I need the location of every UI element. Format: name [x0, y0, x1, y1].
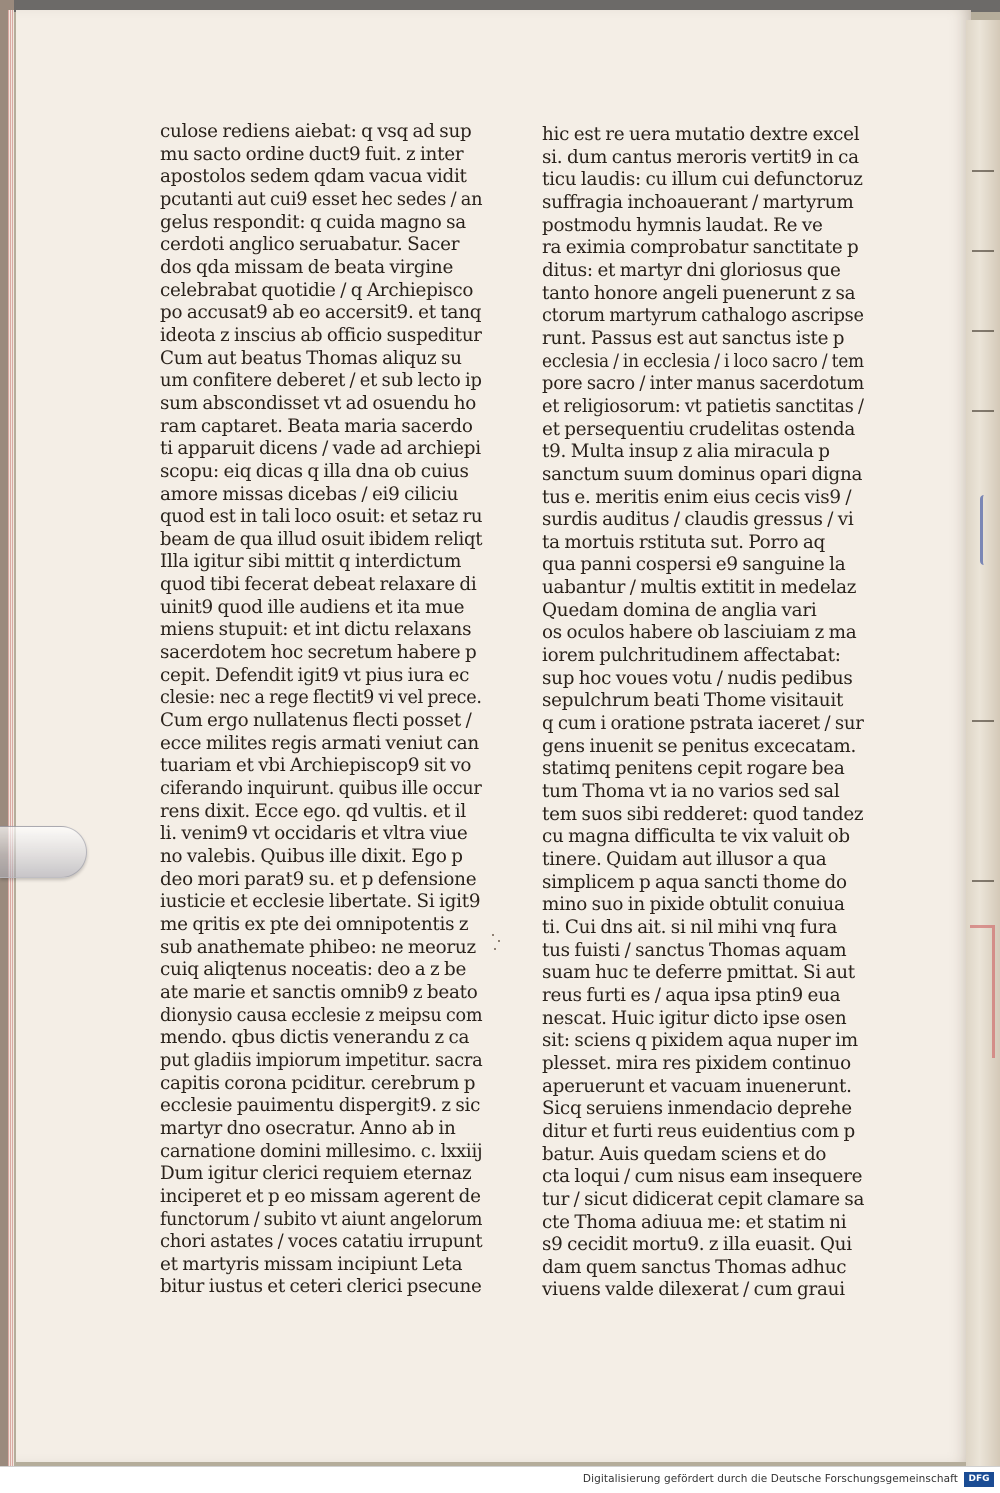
adjacent-page-edge — [966, 20, 1000, 1466]
text-line: quod tibi fecerat debeat relaxare di — [160, 574, 477, 596]
text-line: cu magna difficulta te vix valuit ob — [542, 826, 850, 848]
text-line: apostolos sedem qdam vacua vidit — [160, 166, 467, 188]
ink-trace — [972, 330, 994, 332]
funding-credit: Digitalisierung gefördert durch die Deutsche Forschungsgemeinschaft — [582, 1473, 958, 1485]
text-line: ram captaret. Beata maria sacerdo — [160, 415, 473, 437]
text-line: q cum i oratione pstrata iaceret / sur — [542, 713, 864, 735]
text-line: surdis auditus / claudis gressus / vi — [542, 509, 854, 531]
text-line: cerdoti anglico seruabatur. Sacer — [160, 234, 460, 256]
text-line: chori astates / voces catatiu irrupunt — [160, 1231, 483, 1253]
text-line: suam huc te deferre pmittat. Si aut — [542, 962, 855, 984]
text-line: quod est in tali loco osuit: et setaz ru — [160, 506, 483, 528]
text-line: sup hoc voues votu / nudis pedibus — [542, 667, 853, 689]
text-line: tinere. Quidam aut illusor a qua — [542, 849, 827, 870]
text-line: tuariam et vbi Archiepiscop9 sit vo — [160, 755, 472, 777]
text-line: mino suo in pixide obtulit conuiua — [542, 894, 845, 916]
text-line: ecclesie pauimentu dispergit9. z sic — [160, 1095, 481, 1117]
text-line: ciferando inquirunt. quibus ille occur — [160, 778, 482, 800]
text-line: culose rediens aiebat: q vsq ad sup — [160, 121, 472, 142]
text-line: gens inuenit se penitus excecatam. — [542, 735, 857, 757]
text-line: dos qda missam de beata virgine — [160, 256, 454, 278]
text-line: ti apparuit dicens / vade ad archiepi — [160, 438, 481, 460]
text-line: sit: sciens q pixidem aqua nuper im — [542, 1030, 858, 1052]
text-line: s9 cecidit mortu9. z illa euasit. Qui — [542, 1234, 852, 1256]
text-line: carnatione domini millesimo. c. lxxiij — [160, 1140, 483, 1162]
text-line: uinit9 quod ille audiens et ita mue — [160, 596, 465, 618]
text-line: um confitere deberet / et sub lecto ip — [160, 370, 482, 392]
ink-trace — [972, 250, 994, 252]
text-line: aperuerunt et vacuam inuenerunt. — [542, 1075, 852, 1097]
text-line: reus furti es / aqua ipsa ptin9 eua — [542, 984, 841, 1006]
page-clip — [0, 826, 87, 878]
text-line: uabantur / multis extitit in medelaz — [542, 577, 857, 599]
text-line: clesie: nec a rege flectit9 vi vel prece. — [160, 687, 482, 709]
text-line: nescat. Huic igitur dicto ipse osen — [542, 1007, 847, 1029]
text-line: gelus respondit: q cuida magno sa — [160, 211, 466, 233]
red-page-edge — [8, 10, 14, 1466]
text-line: mu sacto ordine duct9 fuit. z inter — [160, 143, 464, 165]
text-line: sacerdotem hoc secretum habere p — [160, 642, 477, 664]
text-line: cuiq aliqtenus noceatis: deo a z be — [160, 959, 467, 981]
text-line: po accusat9 ab eo accersit9. et tanq — [160, 302, 482, 324]
text-line: cepit. Defendit igit9 vt pius iura ec — [160, 664, 470, 686]
text-line: tus e. meritis enim eius cecis vis9 / — [542, 486, 852, 508]
text-line: martyr dno osecratur. Anno ab in — [160, 1117, 456, 1139]
text-line: ra eximia comprobatur sanctitate p — [542, 237, 859, 259]
text-line: si. dum cantus meroris vertit9 in ca — [542, 146, 859, 168]
text-line: beam de qua illud osuit ibidem reliqt — [160, 528, 483, 550]
text-line: capitis corona pciditur. cerebrum p — [160, 1072, 476, 1094]
text-line: batur. Auis quedam sciens et do — [542, 1143, 827, 1165]
text-line: et persequentiu crudelitas ostenda — [542, 418, 856, 440]
text-line: pcutanti aut cui9 esset hec sedes / an — [160, 188, 483, 210]
text-line: qua panni cospersi e9 sanguine la — [542, 554, 846, 576]
text-line: li. venim9 vt occidaris et vltra viue — [160, 823, 468, 845]
text-line: mendo. qbus dictis venerandu z ca — [160, 1027, 470, 1049]
text-line: sum abscondisset vt ad osuendu ho — [160, 392, 477, 414]
ink-trace — [972, 880, 994, 882]
text-line: Cum aut beatus Thomas aliquz su — [160, 347, 462, 369]
text-line: ecclesia / in ecclesia / i loco sacro / tem — [542, 350, 864, 372]
text-line: os oculos habere ob lasciuiam z ma — [542, 622, 857, 644]
text-line: statimq penitens cepit rogare bea — [542, 758, 845, 780]
text-line: sub anathemate phibeo: ne meoruz — [160, 936, 476, 958]
text-line: miens stupuit: et int dictu relaxans — [160, 619, 472, 641]
text-line: tanto honore angeli puenerunt z sa — [542, 282, 856, 304]
ink-speck — [490, 930, 504, 954]
text-line: amore missas dicebas / ei9 ciliciu — [160, 483, 459, 505]
text-line: runt. Passus est aut sanctus iste p — [542, 327, 845, 349]
ink-trace — [972, 720, 994, 722]
text-line: tum Thoma vt ia no varios sed sal — [542, 781, 840, 803]
text-line: ecce milites regis armati veniut can — [160, 732, 479, 754]
text-line: deo mori parat9 su. et p defensione — [160, 868, 477, 890]
text-line: scopu: eiq dicas q illa dna ob cuius — [160, 460, 469, 482]
text-line: Illa igitur sibi mittit q interdictum — [160, 551, 462, 573]
text-line: iusticie et ecclesie libertate. Si igit9 — [160, 891, 481, 913]
text-line: celebrabat quotidie / q Archiepisco — [160, 279, 474, 301]
text-line: ti. Cui dns ait. si nil mihi vnq fura — [542, 916, 838, 938]
text-line: viuens valde dilexerat / cum graui — [542, 1279, 845, 1301]
text-line: inciperet et p eo missam agerent de — [160, 1185, 481, 1207]
text-line: sepulchrum beati Thome visitauit — [542, 690, 844, 712]
text-line: tus fuisti / sanctus Thomas aquam — [542, 939, 847, 961]
blue-initial-mark — [980, 495, 991, 565]
text-line: hic est re uera mutatio dextre excel — [542, 124, 860, 145]
red-initial-mark — [970, 925, 995, 1058]
text-line: cta loqui / cum nisus eam insequere — [542, 1166, 863, 1188]
text-line: Quedam domina de anglia vari — [542, 599, 817, 621]
text-line: t9. Multa insup z alia miracula p — [542, 441, 830, 463]
text-line: ctorum martyrum cathalogo ascripse — [542, 305, 864, 327]
text-line: dionysio causa ecclesie z meipsu com — [160, 1004, 483, 1026]
text-line: Sicq seruiens inmendacio deprehe — [542, 1098, 852, 1120]
text-line: ditus: et martyr dni gloriosus que — [542, 259, 841, 281]
right-text-column — [542, 124, 867, 1302]
text-line: simplicem p aqua sancti thome do — [542, 871, 847, 893]
text-line: tur / sicut didicerat cepit clamare sa — [542, 1188, 865, 1210]
text-line: ditur et furti reus euidentius com p — [542, 1120, 855, 1142]
text-line: ticu laudis: cu illum cui defunctoruz — [542, 169, 863, 191]
text-line: dam quem sanctus Thomas adhuc — [542, 1256, 847, 1278]
dfg-logo: DFG — [964, 1472, 994, 1487]
text-line: pore sacro / inter manus sacerdotum — [542, 373, 865, 395]
footer-bar — [0, 1466, 1000, 1493]
left-text-column — [160, 121, 485, 1299]
text-line: et martyris missam incipiunt Leta — [160, 1253, 463, 1275]
text-line: plesset. mira res pixidem continuo — [542, 1052, 851, 1074]
text-line: suffragia inchoauerant / martyrum — [542, 191, 854, 213]
text-line: ate marie et sanctis omnib9 z beato — [160, 981, 478, 1003]
text-line: ta mortuis rstituta sut. Porro aq — [542, 531, 826, 553]
text-line: postmodu hymnis laudat. Re ve — [542, 214, 823, 236]
ink-trace — [972, 170, 994, 172]
text-line: me qritis ex pte dei omnipotentis z — [160, 913, 469, 935]
ink-trace — [972, 410, 994, 412]
text-line: iorem pulchritudinem affectabat: — [542, 645, 841, 667]
text-line: bitur iustus et ceteri clerici psecune — [160, 1276, 482, 1298]
text-line: sanctum suum dominus opari digna — [542, 463, 863, 485]
text-line: rens dixit. Ecce ego. qd vultis. et il — [160, 800, 467, 822]
text-line: Cum ergo nullatenus flecti posset / — [160, 710, 472, 732]
text-line: put gladiis impiorum impetitur. sacra — [160, 1049, 483, 1071]
text-line: tem suos sibi redderet: quod tandez — [542, 803, 864, 825]
text-line: Dum igitur clerici requiem eternaz — [160, 1163, 472, 1185]
text-line: cte Thoma adiuua me: et statim ni — [542, 1211, 847, 1233]
text-line: ideota z inscius ab officio suspeditur — [160, 324, 482, 346]
text-line: et religiosorum: vt patietis sanctitas / — [542, 395, 864, 417]
text-line: functorum / subito vt aiunt angelorum — [160, 1208, 483, 1230]
text-line: no valebis. Quibus ille dixit. Ego p — [160, 846, 463, 867]
